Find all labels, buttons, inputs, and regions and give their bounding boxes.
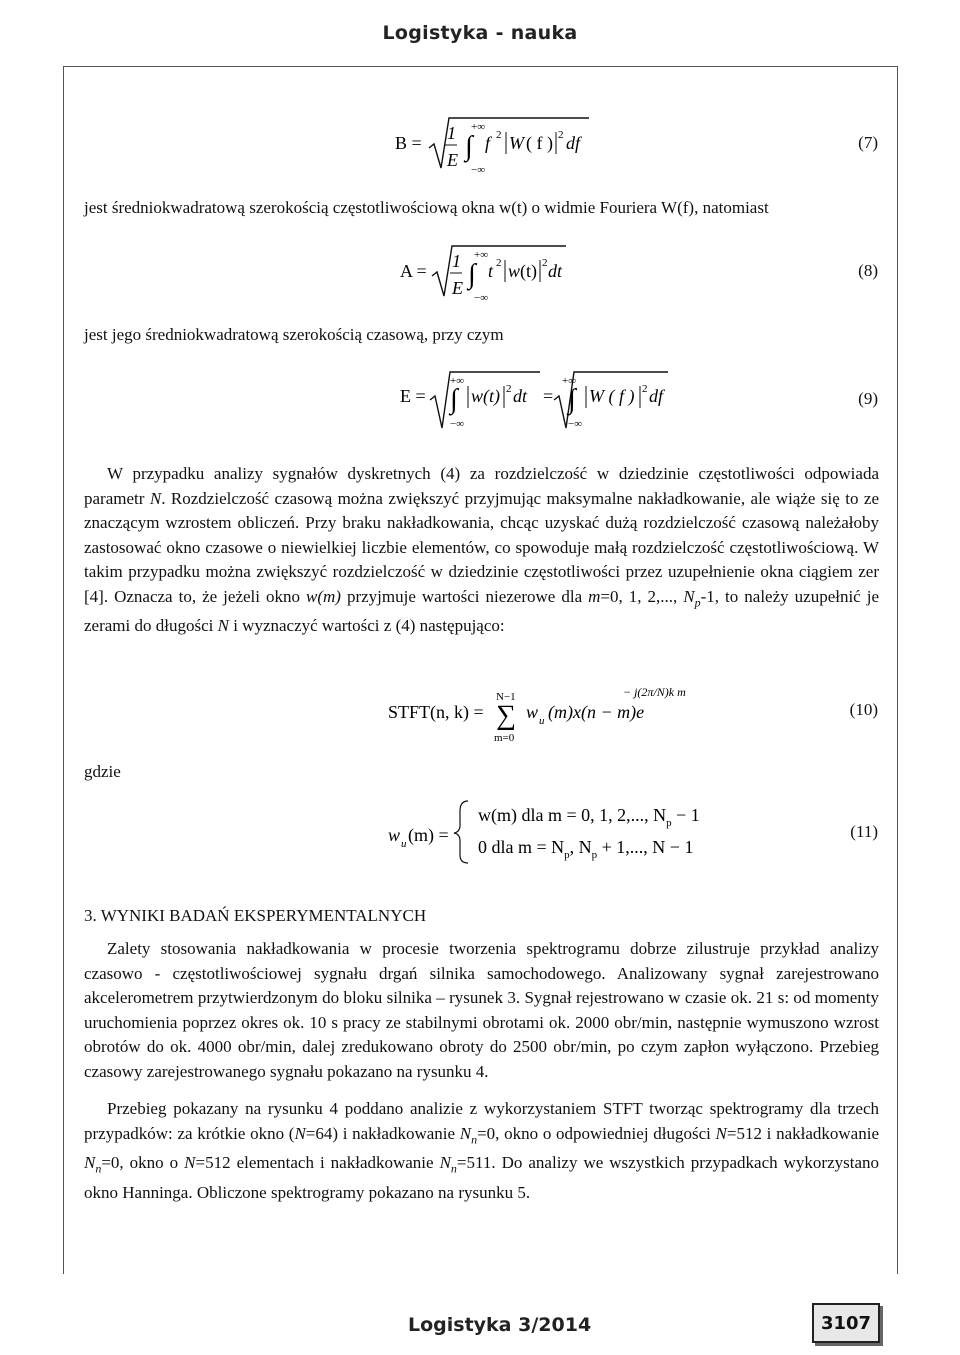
word-gdzie: gdzie [84, 762, 121, 781]
equation-9 [400, 364, 685, 434]
eq8-dx: dt [548, 261, 563, 281]
eq8-label: (8) [858, 261, 878, 280]
equation-10 [388, 668, 728, 748]
text-line-1: jest średniokwadratową szerokością częstotliwościową okna w(t) o widmie Fouriera W(f), natomiast [84, 198, 769, 217]
eq10-sub: u [539, 715, 545, 727]
eq9-upper: +∞ [450, 375, 465, 387]
running-footer: Logistyka 3/2014 [408, 1314, 592, 1336]
eq8-W: w [508, 261, 521, 281]
eq9-upper2: +∞ [562, 375, 577, 387]
eq11-row1: w(m) dla m = 0, 1, 2,..., $N_p - 1$ [478, 805, 700, 829]
eq7-dx: df [566, 133, 581, 153]
eq8-upper: +∞ [474, 249, 489, 261]
eq10-sum-top: N−1 [496, 691, 516, 703]
sum-sign: ∑ [496, 700, 516, 731]
eq9-equals: = [543, 386, 554, 406]
paragraph-1: W przypadku analizy sygnałów dyskretnych (4) za rozdzielczość w dziedzinie częstotliwości odpowiada parametr N. Rozdzielczość czasową można zwiększyć przyjmując maksymalne nakładkowanie, ale wiąże się to ze znaczącym wzrostem obliczeń. Przy braku nakładkowania, chcąc uzyskać dużą rozdzielczość czasową należałoby zastosować okno czasowe o niewielkiej liczbie elementów, co spowoduje małą rozdzielczość częstotliwościową. W takim przypadku można zwiększyć rozdzielczość w dziedzinie częstotliwości przez uzupełnienie okna ciągiem zer [4]. Oznacza to, że jeżeli okno w(m) przyjmuje wartości niezerowe dla m=0, 1, 2,..., $N_p-1$, to należy uzupełnić je zerami do długości N i wyznaczyć wartości z (4) następująco: [84, 464, 880, 636]
equation-7 [395, 112, 595, 174]
eq9-lower2: −∞ [568, 418, 583, 430]
section-heading: 3. WYNIKI BADAŃ EKSPERYMENTALNYCH [84, 906, 427, 925]
eq7-integrand: f [485, 133, 491, 153]
eq10-rest: (m)x(n − m)e [548, 702, 645, 722]
integral-sign: ∫ [568, 384, 576, 415]
eq11-label: (11) [850, 822, 878, 841]
eq7-arg: ( f ) [526, 133, 553, 153]
eq8-lhs: A = [400, 261, 427, 281]
paragraph-3: Przebieg pokazany na rysunku 4 poddano analizie z wykorzystaniem STFT tworząc spektrogramy dla trzech przypadków: za krótkie okno (N=64) i nakładkowanie $N_n=0$, okno o odpowiedniej długości N=512 i nakładkowanie $N_n=0$, okno o N=512 elementach i nakładkowanie $N_n=511$. Do analizy we wszystkich przypadkach wykorzystano okno Hanninga. Obliczone spektrogramy pokazano na rysunku 5. [84, 1099, 879, 1203]
eq8-lower: −∞ [474, 292, 489, 302]
eq7-label: (7) [858, 133, 878, 152]
eq9-label: (9) [858, 389, 878, 408]
eq9-t2: W ( f ) [589, 386, 635, 406]
eq7-num: 1 [447, 123, 456, 143]
eq7-upper: +∞ [471, 121, 486, 133]
eq9-sq: 2 [506, 383, 512, 395]
eq7-sq2: 2 [558, 129, 564, 141]
eq7-sq: 2 [496, 129, 502, 141]
page-number: 3107 [812, 1303, 880, 1343]
paragraph-2: Zalety stosowania nakładkowania w procesie tworzenia spektrogramu dobrze zilustruje przykład analizy czasowo - częstotliwościowej sygnału drgań silnika samochodowego. Analizowany sygnał zarejestrowano akcelerometrem przytwierdzonym do bloku silnika – rysunek 3. Sygnał rejestrowano w czasie ok. 21 s: od momenty uruchomienia poprzez okres ok. 10 s pracy ze stabilnymi obrotami ok. 2000 obr/min, następnie wymuszono wzrost obrotów do ok. 4000 obr/min, dalej zredukowano obroty do 2500 obr/min, po czym zapłon wyłączono. Przebieg czasowy zarejestrowanego sygnału pokazano na rysunku 4. [84, 939, 879, 1081]
eq8-num: 1 [452, 251, 461, 271]
eq10-label: (10) [849, 700, 878, 719]
eq8-integrand: t [488, 261, 494, 281]
integral-sign: ∫ [468, 259, 476, 290]
eq8-arg: (t) [520, 261, 537, 281]
eq9-dx2: df [649, 386, 664, 406]
eq8-den: E [452, 278, 463, 298]
eq7-den: E [447, 150, 458, 170]
eq9-t1: w(t) [471, 386, 500, 406]
eq11-lrest: (m) = [408, 825, 449, 845]
eq7-lhs: B = [395, 133, 422, 153]
eq8-sq2: 2 [542, 257, 548, 269]
eq10-lhs: STFT(n, k) = [388, 702, 484, 722]
eq10-w: w [526, 702, 539, 722]
eq11-row2: 0 dla $m = N_p$, $N_p + 1$,..., N − 1 [478, 837, 694, 861]
eq9-dx1: dt [513, 386, 528, 406]
eq8-sq: 2 [496, 257, 502, 269]
equation-11 [388, 797, 768, 867]
running-header: Logistyka - nauka [382, 22, 578, 44]
eq11-lsub: u [401, 838, 407, 850]
eq9-lower: −∞ [450, 418, 465, 430]
eq7-W: W [509, 133, 524, 153]
eq7-lower: −∞ [471, 164, 486, 174]
eq9-sq2: 2 [642, 383, 648, 395]
text-line-2: jest jego średniokwadratową szerokością czasową, przy czym [84, 325, 504, 344]
equation-8 [400, 240, 575, 302]
eq10-sum-bot: m=0 [494, 732, 515, 744]
eq10-exponent: − j(2π/N)k m [623, 685, 686, 699]
integral-sign: ∫ [465, 131, 473, 162]
eq11-lhs: w [388, 825, 401, 845]
integral-sign: ∫ [450, 384, 458, 415]
eq9-lhs: E = [400, 386, 426, 406]
